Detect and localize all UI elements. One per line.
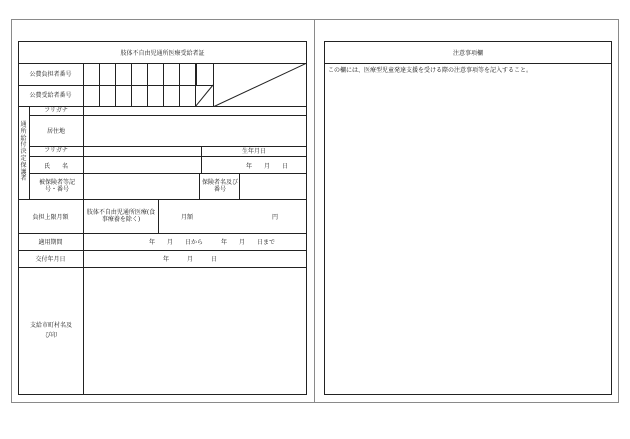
divider [201,146,202,173]
right-form-frame [324,41,612,395]
divider [29,115,307,116]
digit-box-divider [131,63,132,85]
public-payer-number-label: 公費負担者番号 [29,71,72,78]
validity-label: 適用期間 [38,239,63,246]
issue-date-label: 交付年月日 [35,256,66,263]
notes-title: 注意事項欄 [452,50,483,57]
digit-box-divider [115,63,116,85]
digit-box-divider [131,85,132,107]
divider [83,233,84,395]
divider [18,233,307,234]
birthdate-label: 生年月日 [241,148,266,155]
divider [158,199,159,234]
divider [199,173,200,200]
divider [29,173,307,174]
yen-label: 円 [272,214,279,221]
furigana-label: フリガナ [44,107,68,114]
furigana-label-2: フリガナ [44,147,68,154]
validity-format: 年 月 日から 年 月 日まで [149,239,276,246]
municipality-label: 支給市町村名及び印 [29,322,72,339]
digit-box-divider [147,63,148,85]
digit-box-divider [179,63,180,85]
divider [83,199,84,234]
void-diagonal [195,63,307,107]
divider [83,106,84,200]
monthly-limit-label: 負担上限月額 [32,214,69,221]
notes-instruction: この欄には、医療型児童発達支援を受ける際の注意事項等を記入すること。 [328,67,533,74]
monthly-limit-note: 肢体不自由児通所医療(食事療養を除く) [86,209,156,223]
digit-box-divider [163,63,164,85]
divider [18,250,307,251]
name-label: 氏 名 [43,163,68,170]
certificate-title: 肢体不自由児通所医療受給者証 [120,50,205,57]
divider [29,156,307,157]
address-label: 居住地 [46,128,65,135]
digit-box-divider [99,63,100,85]
digit-box-divider [163,85,164,107]
page-fold-line [314,19,315,403]
divider [83,63,84,107]
insured-card-label: 被保険者等記号・番号 [38,179,75,193]
insurer-label: 保険者名及び番号 [202,179,239,193]
digit-box-divider [115,85,116,107]
birthdate-format: 年 月 日 [246,163,289,170]
digit-box-divider [99,85,100,107]
public-recipient-number-label: 公費受給者番号 [29,92,72,99]
divider [18,199,307,200]
monthly-amount-label: 月額 [181,214,194,221]
issue-date-format: 年 月 日 [163,256,218,263]
divider [18,267,307,268]
digit-box-divider [179,85,180,107]
divider [239,173,240,200]
digit-box-divider [147,85,148,107]
divider [324,63,612,64]
guardian-vertical-label: 通所給付決定保護者 [20,121,27,183]
